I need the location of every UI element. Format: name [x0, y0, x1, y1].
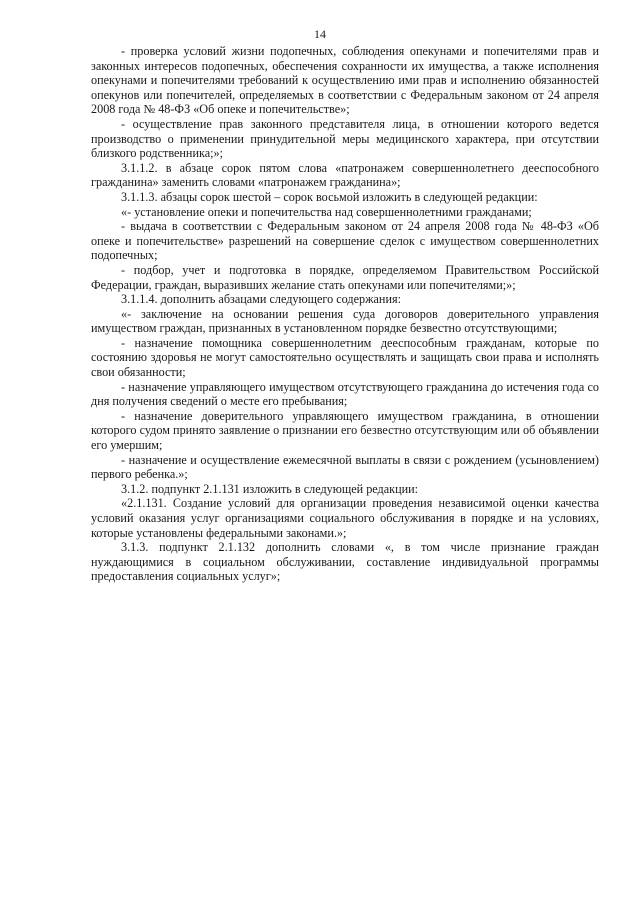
paragraph: - назначение управляющего имуществом отсутствующего гражданина до истечения года со дня получения сведений о месте его пребывания;: [91, 379, 599, 409]
page-number: 14: [314, 27, 326, 41]
paragraph: - осуществление прав законного представителя лица, в отношении которого ведется производство о применении принудительной меры медицинского характера, при отсутствии близкого родственника;»;: [91, 116, 599, 161]
paragraph: 3.1.3. подпункт 2.1.132 дополнить словами «, в том числе признание граждан нуждающимися в социальном обслуживании, составление индивидуальной программы предоставления социальных услуг»;: [91, 540, 599, 584]
paragraph: «2.1.131. Создание условий для организации проведения независимой оценки качества условий оказания услуг организациями социального обслуживания в порядке и на условиях, которые установлены федеральными законами.»;: [91, 496, 599, 540]
paragraph: 3.1.1.3. абзацы сорок шестой – сорок восьмой изложить в следующей редакции:: [121, 189, 538, 204]
paragraph: - назначение доверительного управляющего имуществом гражданина, в отношении которого судом принято заявление о признании его безвестно отсутствующим или об объявлении его умершим;: [91, 408, 599, 453]
paragraph: 3.1.1.4. дополнить абзацами следующего содержания:: [121, 292, 401, 307]
paragraph: - назначение и осуществление ежемесячной выплаты в связи с рождением (усыновлением) первого ребенка.»;: [91, 452, 599, 482]
paragraph: 3.1.1.2. в абзаце сорок пятом слова «патронажем совершеннолетнего дееспособного гражданина» заменить словами «патронажем гражданина»;: [91, 160, 599, 190]
paragraph: - проверка условий жизни подопечных, соблюдения опекунами и попечителями прав и законных интересов подопечных, обеспечения сохранности их имущества, а также исполнения опекунами и попечителями требований к осуществлению ими прав и исполнению обязанностей опекунов или попечителей, определяемых в соответствии с Федеральным законом от 24 апреля 2008 года № 48-ФЗ «Об опеке и попечительстве»;: [91, 44, 599, 117]
paragraph: «- заключение на основании решения суда договоров доверительного управления имуществом граждан, признанных в установленном порядке безвестно отсутствующими;: [91, 306, 599, 336]
paragraph: - назначение помощника совершеннолетним дееспособным гражданам, которые по состоянию здоровья не могут самостоятельно осуществлять и защищать свои права и исполнять свои обязанности;: [91, 335, 599, 380]
paragraph: «- установление опеки и попечительства над совершеннолетними гражданами;: [121, 204, 532, 219]
paragraph: 3.1.2. подпункт 2.1.131 изложить в следующей редакции:: [121, 481, 419, 496]
paragraph: - выдача в соответствии с Федеральным законом от 24 апреля 2008 года № 48-ФЗ «Об опеке и попечительстве» разрешений на совершение сделок с имуществом совершеннолетних подопечных;: [91, 219, 599, 263]
paragraph: - подбор, учет и подготовка в порядке, определяемом Правительством Российской Федерации, граждан, выразивших желание стать опекунами или попечителями;»;: [91, 262, 599, 292]
document-body: [91, 44, 599, 584]
